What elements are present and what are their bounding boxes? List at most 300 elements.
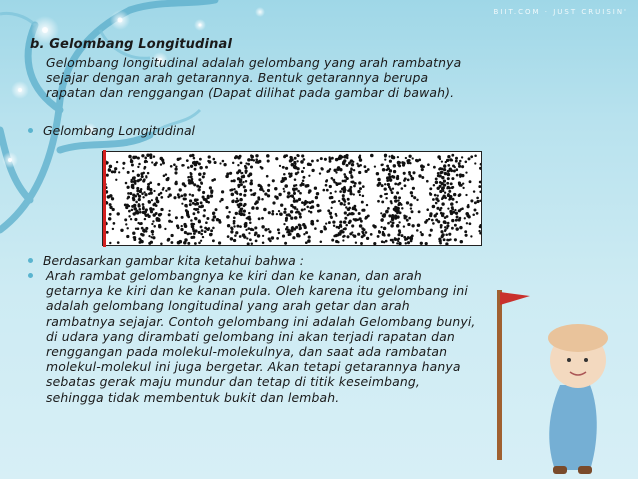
wave-particle — [397, 199, 399, 201]
wave-particle — [296, 160, 298, 162]
wave-particle — [329, 168, 331, 170]
wave-particle — [342, 239, 344, 241]
wave-particle — [276, 197, 279, 200]
wave-particle — [392, 188, 394, 190]
wave-particle — [141, 154, 144, 157]
wave-particle — [134, 218, 137, 221]
wave-particle — [381, 240, 384, 243]
wave-particle — [348, 221, 351, 224]
wave-particle — [131, 184, 135, 188]
wave-particle — [447, 222, 450, 225]
wave-particle — [194, 229, 197, 232]
wave-particle — [446, 224, 449, 227]
wave-particle — [153, 225, 156, 228]
wave-particle — [479, 181, 482, 184]
wave-particle — [338, 227, 340, 229]
wave-particle — [333, 181, 336, 184]
wave-particle — [261, 167, 264, 170]
wave-particle — [429, 212, 432, 215]
wave-particle — [309, 201, 312, 204]
wave-particle — [208, 155, 211, 158]
wave-particle — [205, 166, 208, 169]
wave-particle — [384, 187, 387, 190]
wave-particle — [160, 163, 162, 165]
wave-particle — [138, 179, 141, 182]
wave-particle — [238, 186, 240, 188]
bullet-dot-icon — [28, 273, 33, 278]
wave-particle — [262, 190, 264, 192]
wave-particle — [210, 194, 213, 197]
wave-particle — [109, 203, 112, 206]
wave-particle — [189, 193, 191, 195]
wave-particle — [358, 171, 361, 174]
wave-particle — [243, 204, 246, 207]
wave-particle — [250, 194, 252, 196]
wave-particle — [181, 203, 183, 205]
wave-particle — [391, 191, 394, 194]
wave-particle — [465, 171, 467, 173]
wave-particle — [308, 189, 311, 192]
wave-particle — [396, 242, 398, 244]
wave-particle — [428, 234, 431, 237]
wave-particle — [343, 173, 346, 176]
wave-particle — [200, 225, 203, 228]
wave-particle — [190, 233, 192, 235]
wave-particle — [181, 216, 184, 219]
wave-particle — [251, 206, 254, 209]
wave-particle — [329, 185, 332, 188]
wave-particle — [331, 239, 334, 242]
wave-particle — [401, 234, 404, 237]
wave-particle — [131, 209, 134, 212]
wave-particle — [383, 227, 387, 231]
wave-particle — [213, 158, 216, 161]
wave-particle — [401, 161, 404, 164]
wave-particle — [248, 232, 250, 234]
wave-particle — [384, 158, 386, 160]
wave-particle — [470, 155, 473, 158]
wave-particle — [152, 220, 154, 222]
explanation-line: di udara yang dirambati gelombang ini akan terjadi rapatan dan — [46, 328, 455, 344]
wave-particle — [344, 211, 347, 214]
wave-particle — [410, 175, 412, 177]
wave-particle — [232, 162, 234, 164]
wave-particle — [191, 225, 195, 229]
wave-particle — [447, 173, 451, 177]
wave-particle — [377, 178, 381, 182]
wave-particle — [304, 201, 307, 204]
wave-particle — [216, 218, 219, 221]
wave-particle — [138, 195, 141, 198]
wave-particle — [285, 217, 288, 220]
wave-particle — [250, 179, 253, 182]
wave-particle — [190, 236, 193, 239]
wave-particle — [176, 224, 179, 227]
wave-particle — [151, 199, 153, 201]
wave-particle — [255, 154, 258, 157]
wave-particle — [438, 174, 441, 177]
wave-particle — [250, 189, 253, 192]
wave-particle — [277, 228, 280, 231]
wave-particle — [445, 242, 448, 245]
wave-particle — [302, 180, 305, 183]
wave-particle — [449, 238, 451, 240]
wave-particle — [155, 204, 158, 207]
wave-particle — [183, 223, 186, 226]
wave-particle — [330, 192, 332, 194]
wave-particle — [203, 172, 206, 175]
wave-particle — [106, 174, 109, 177]
wave-particle — [267, 228, 269, 230]
wave-particle — [450, 202, 454, 206]
wave-particle — [380, 226, 382, 228]
wave-particle — [306, 184, 309, 187]
wave-particle — [343, 235, 346, 238]
wave-particle — [344, 217, 347, 220]
wave-particle — [381, 184, 384, 187]
wave-particle — [480, 163, 482, 166]
wave-particle — [293, 184, 296, 187]
wave-particle — [444, 196, 447, 199]
wave-particle — [200, 240, 202, 242]
wave-particle — [380, 212, 382, 214]
wave-particle — [456, 216, 459, 219]
wave-particle — [212, 219, 214, 221]
wave-particle — [397, 240, 399, 242]
wave-particle — [416, 199, 418, 201]
wave-particle — [186, 212, 189, 215]
wave-particle — [113, 222, 116, 225]
bullet-dot-icon — [28, 258, 33, 263]
wave-particle — [143, 191, 145, 193]
wave-particle — [453, 170, 456, 173]
wave-particle — [185, 209, 188, 212]
wave-particle — [431, 219, 434, 222]
wave-particle — [212, 211, 215, 214]
bullet-text: Berdasarkan gambar kita ketahui bahwa : — [43, 253, 304, 268]
wave-particle — [122, 167, 124, 169]
wave-particle — [360, 242, 363, 245]
wave-particle — [158, 193, 160, 195]
wave-particle — [191, 194, 194, 197]
wave-particle — [315, 196, 318, 199]
wave-particle — [274, 187, 277, 190]
wave-particle — [446, 239, 449, 242]
wave-particle — [407, 241, 410, 244]
wave-particle — [301, 182, 303, 184]
wave-particle — [316, 219, 319, 222]
wave-particle — [340, 202, 343, 205]
wave-particle — [472, 214, 475, 217]
wave-particle — [396, 211, 399, 214]
wave-particle — [207, 196, 210, 199]
wave-particle — [301, 154, 304, 157]
wave-particle — [454, 209, 456, 211]
wave-particle — [454, 224, 457, 227]
wave-particle — [447, 186, 450, 189]
wave-particle — [272, 179, 275, 182]
wave-particle — [167, 239, 170, 242]
wave-particle — [405, 242, 407, 244]
wave-particle — [242, 233, 246, 237]
wave-particle — [153, 155, 156, 158]
wave-particle — [376, 172, 379, 175]
wave-particle — [225, 206, 228, 209]
wave-particle — [150, 236, 152, 238]
wave-particle — [160, 157, 164, 161]
wave-particle — [184, 204, 187, 207]
wave-particle — [292, 236, 295, 239]
wave-particle — [247, 174, 250, 177]
wave-particle — [441, 160, 443, 162]
wave-particle — [353, 218, 355, 220]
wave-particle — [180, 195, 183, 198]
wave-particle — [251, 242, 253, 244]
wave-particle — [343, 220, 347, 224]
wave-particle — [455, 160, 458, 163]
wave-particle — [179, 188, 182, 191]
wave-particle — [396, 191, 399, 194]
wave-particle — [333, 224, 335, 226]
wave-particle — [239, 180, 242, 183]
wave-particle — [396, 208, 400, 212]
wave-particle — [478, 185, 481, 188]
wave-particle — [155, 198, 158, 201]
wave-particle — [233, 188, 235, 190]
wave-particle — [398, 182, 401, 185]
wave-particle — [385, 210, 389, 214]
wave-particle — [128, 210, 131, 213]
wave-particle — [303, 158, 306, 161]
wave-particle — [406, 219, 409, 222]
wave-particle — [180, 228, 183, 231]
wave-particle — [392, 156, 396, 160]
wave-particle — [461, 165, 464, 168]
wave-particle — [340, 155, 343, 158]
wave-particle — [268, 211, 271, 214]
wave-particle — [235, 212, 238, 215]
wave-particle — [447, 177, 450, 180]
wave-particle — [403, 225, 405, 227]
wave-particle — [284, 184, 288, 188]
wave-particle — [213, 215, 217, 219]
wave-particle — [455, 227, 458, 230]
wave-particle — [455, 157, 458, 160]
wave-particle — [294, 207, 296, 209]
wave-particle — [219, 162, 221, 164]
wave-particle — [308, 236, 311, 239]
wave-particle — [152, 208, 155, 211]
wave-particle — [351, 231, 353, 233]
wave-particle — [432, 198, 435, 201]
wave-particle — [446, 159, 449, 162]
wave-particle — [125, 223, 127, 225]
wave-particle — [201, 229, 204, 232]
wave-particle — [302, 176, 305, 179]
wave-particle — [434, 194, 437, 197]
wave-particle — [398, 231, 401, 234]
wave-particle — [283, 188, 285, 190]
wave-particle — [455, 212, 458, 215]
wave-particle — [405, 238, 408, 241]
wave-particle — [199, 158, 202, 161]
wave-particle — [193, 161, 196, 164]
wave-particle — [464, 230, 467, 233]
wave-particle — [215, 208, 218, 211]
wave-particle — [294, 157, 297, 160]
wave-particle — [202, 191, 205, 194]
wave-particle — [456, 168, 459, 171]
wave-particle — [144, 218, 146, 220]
wave-particle — [117, 241, 120, 244]
wave-particle — [248, 212, 250, 214]
wave-particle — [235, 155, 238, 158]
wave-particle — [134, 195, 137, 198]
brand-watermark: BIIT.COM · JUST CRUISIN' — [493, 8, 628, 16]
wave-particle — [268, 230, 271, 233]
wave-particle — [405, 215, 407, 217]
wave-particle — [278, 210, 280, 212]
wave-particle — [410, 236, 413, 239]
wave-particle — [435, 218, 438, 221]
wave-particle — [128, 205, 130, 207]
wave-particle — [203, 209, 206, 212]
wave-particle — [282, 166, 285, 169]
wave-particle — [107, 195, 111, 199]
wave-particle — [353, 193, 355, 195]
wave-particle — [115, 179, 117, 181]
wave-particle — [346, 235, 349, 238]
wave-particle — [139, 211, 142, 214]
wave-particle — [287, 195, 290, 198]
wave-particle — [139, 223, 142, 226]
wave-particle — [116, 161, 118, 163]
wave-particle — [394, 237, 396, 239]
wave-particle — [403, 172, 406, 175]
wave-particle — [234, 234, 237, 237]
wave-particle — [469, 180, 472, 183]
wave-particle — [193, 232, 196, 235]
wave-particle — [441, 187, 444, 190]
wave-particle — [148, 242, 151, 245]
wave-particle — [388, 173, 391, 176]
wave-particle — [342, 230, 345, 233]
wave-particle — [126, 197, 128, 199]
wave-particle — [389, 160, 392, 163]
wave-particle — [165, 173, 167, 175]
wave-particle — [237, 177, 240, 180]
wave-particle — [152, 213, 155, 216]
wave-particle — [150, 210, 153, 213]
wave-particle — [267, 159, 270, 162]
wave-particle — [394, 183, 397, 186]
wave-particle — [244, 222, 247, 225]
wave-particle — [328, 156, 330, 158]
wave-particle — [221, 190, 224, 193]
wave-particle — [143, 178, 146, 181]
wave-particle — [299, 215, 302, 218]
wave-particle — [127, 192, 130, 195]
wave-particle — [132, 170, 134, 172]
wave-particle — [255, 161, 258, 164]
wave-particle — [294, 216, 298, 220]
wave-particle — [391, 216, 395, 220]
wave-particle — [384, 154, 387, 157]
wave-particle — [447, 155, 450, 158]
wave-particle — [334, 190, 336, 192]
wave-particle — [441, 176, 444, 179]
wave-particle — [186, 232, 189, 235]
wave-particle — [450, 182, 453, 185]
wave-particle — [252, 193, 255, 196]
wave-particle — [247, 158, 251, 162]
wave-particle — [131, 205, 134, 208]
wave-particle — [418, 174, 421, 177]
wave-particle — [132, 232, 135, 235]
wave-particle — [474, 162, 476, 164]
bullet-item-2 — [28, 268, 43, 283]
wave-particle — [386, 176, 389, 179]
explanation-line: renggangan pada molekul-molekulnya, dan saat ada rambatan — [46, 343, 448, 359]
wave-particle — [114, 167, 117, 170]
wave-particle — [225, 175, 229, 179]
wave-particle — [393, 208, 397, 212]
wave-particle — [349, 192, 352, 195]
wave-particle — [128, 155, 132, 159]
wave-particle — [353, 169, 355, 171]
wave-particle — [157, 183, 160, 186]
wave-particle — [293, 197, 295, 199]
wave-particle — [227, 235, 230, 238]
wave-particle — [145, 214, 148, 217]
figure-caption-item — [28, 123, 195, 138]
wave-particle — [136, 187, 139, 190]
wave-particle — [189, 203, 192, 206]
wave-particle — [167, 187, 170, 190]
intro-paragraph — [46, 55, 461, 101]
wave-particle — [246, 217, 248, 219]
wave-particle — [244, 165, 247, 168]
wave-particle — [247, 242, 250, 245]
explanation-line: rambatnya sejajar. Contoh gelombang ini adalah Gelombang bunyi, — [46, 313, 476, 329]
wave-particle — [245, 180, 248, 183]
wave-particle — [190, 175, 193, 178]
wave-particle — [151, 230, 155, 234]
wave-particle — [427, 163, 430, 166]
wave-particle — [193, 157, 196, 160]
wave-particle — [254, 234, 256, 236]
wave-particle — [272, 210, 275, 213]
wave-particle — [470, 199, 473, 202]
wave-particle — [293, 199, 297, 203]
wave-particle — [258, 160, 261, 163]
wave-particle — [291, 226, 293, 228]
wave-particle — [421, 233, 424, 236]
wave-particle — [377, 235, 380, 238]
wave-particle — [455, 219, 458, 222]
wave-particle — [235, 231, 238, 234]
wave-particle — [235, 200, 238, 203]
wave-particle — [240, 214, 242, 216]
wave-particle — [408, 171, 411, 174]
wave-particle — [322, 189, 325, 192]
wave-particle — [200, 233, 203, 236]
wave-particle — [380, 218, 383, 221]
wave-particle — [187, 242, 190, 245]
wave-particle — [336, 183, 338, 185]
wave-particle — [271, 213, 274, 216]
wave-particle — [393, 164, 396, 167]
